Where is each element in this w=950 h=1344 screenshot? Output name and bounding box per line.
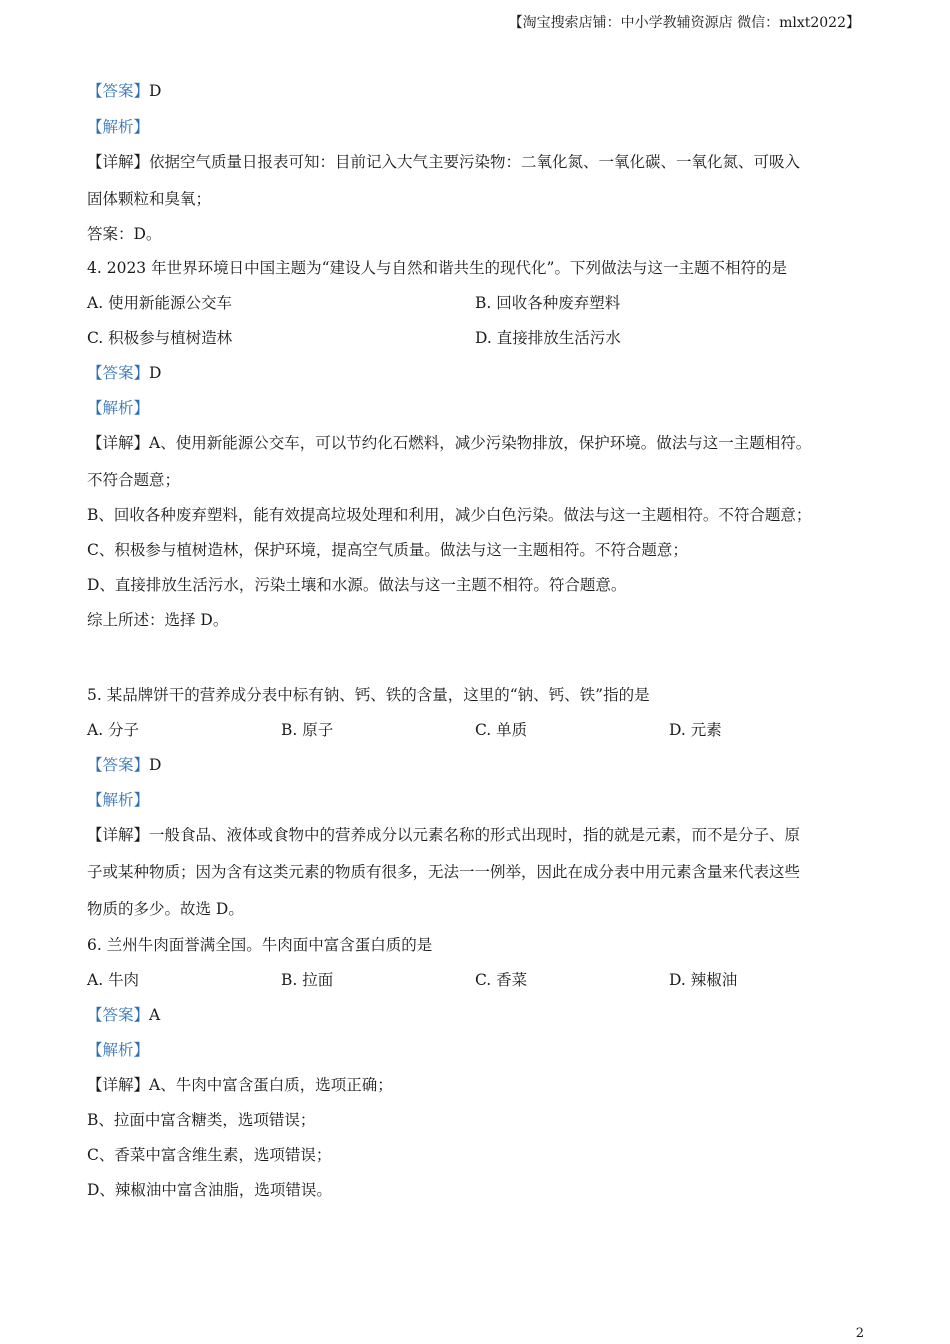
q4-detail-line-a2: 不符合题意； [87,471,181,489]
q3-detail-line-2: 固体颗粒和臭氧； [87,190,212,208]
detail-tag: 【详解】 [87,1076,150,1094]
q5-option-b: B. 原子 [281,721,334,739]
q5-option-a: A. 分子 [87,721,140,739]
q4-detail-line-a1 [87,433,811,453]
q4-option-a: A. 使用新能源公交车 [87,294,233,312]
q3-detail-text-1: 依据空气质量日报表可知：目前记入大气主要污染物：二氧化氮、一氧化碳、一氧化氮、可吸入 [149,153,801,171]
q6-detail-line-a [87,1075,393,1095]
detail-tag: 【详解】 [87,434,150,452]
q4-detail-text-a1: A、使用新能源公交车，可以节约化石燃料，减少污染物排放，保护环境。做法与这一主题相符。 [149,434,812,452]
q6-answer-line [87,1005,160,1025]
q4-summary: 综上所述：选择 D。 [87,611,229,629]
q4-detail-line-b: B、回收各种废弃塑料，能有效提高垃圾处理和利用，减少白色污染。做法与这一主题相符。不符合题意； [87,506,812,524]
q4-option-c: C. 积极参与植树造林 [87,329,233,347]
q6-option-b: B. 拉面 [281,971,334,989]
q4-detail-line-c: C、积极参与植树造林，保护环境，提高空气质量。做法与这一主题相符。不符合题意； [87,541,688,559]
q6-answer: A [149,1006,161,1024]
q5-option-d: D. 元素 [669,721,722,739]
answer-tag: 【答案】 [87,756,150,774]
q5-analysis-tag: 【解析】 [87,791,150,809]
q4-analysis-tag: 【解析】 [87,399,150,417]
detail-tag: 【详解】 [87,826,150,844]
q3-answer: D [149,82,162,100]
q4-option-b: B. 回收各种废弃塑料 [475,294,621,312]
q4-answer: D [149,364,162,382]
answer-tag: 【答案】 [87,1006,150,1024]
q4-detail-line-d: D、直接排放生活污水，污染土壤和水源。做法与这一主题不相符。符合题意。 [87,576,627,594]
q3-analysis-tag: 【解析】 [87,118,150,136]
q6-analysis-tag: 【解析】 [87,1041,150,1059]
page-number: 2 [855,1326,864,1341]
q5-detail-line-2: 子或某种物质；因为含有这类元素的物质有很多，无法一一例举，因此在成分表中用元素含量来代表这些 [87,863,801,881]
q5-detail-line-1 [87,825,800,845]
q6-detail-line-d: D、辣椒油中富含油脂，选项错误。 [87,1181,332,1199]
q5-stem: 5. 某品牌饼干的营养成分表中标有钠、钙、铁的含量，这里的“钠、钙、铁”指的是 [87,686,650,704]
q6-detail-line-c: C、香菜中富含维生素，选项错误； [87,1146,332,1164]
q4-option-d: D. 直接排放生活污水 [475,329,621,347]
q4-stem: 4. 2023 年世界环境日中国主题为“建设人与自然和谐共生的现代化”。下列做法与这一主题不相符的是 [87,259,787,277]
q3-conclusion: 答案：D。 [87,225,162,243]
q6-detail-text-a: A、牛肉中富含蛋白质，选项正确； [149,1076,393,1094]
q6-option-a: A. 牛肉 [87,971,140,989]
q3-detail-line-1 [87,152,800,172]
answer-tag: 【答案】 [87,364,150,382]
q4-answer-line [87,363,161,383]
q5-option-c: C. 单质 [475,721,528,739]
q6-detail-line-b: B、拉面中富含糖类，选项错误； [87,1111,316,1129]
q6-stem: 6. 兰州牛肉面誉满全国。牛肉面中富含蛋白质的是 [87,936,433,954]
answer-tag: 【答案】 [87,82,150,100]
q6-option-d: D. 辣椒油 [669,971,738,989]
q5-detail-text-1: 一般食品、液体或食物中的营养成分以元素名称的形式出现时，指的就是元素，而不是分子、原 [149,826,801,844]
q5-detail-line-3: 物质的多少。故选 D。 [87,900,244,918]
page-header: 【淘宝搜索店铺：中小学教辅资源店 微信：mlxt2022】 [508,15,860,31]
q6-option-c: C. 香菜 [475,971,528,989]
q5-answer: D [149,756,162,774]
q3-answer-line [87,81,161,101]
q5-answer-line [87,755,161,775]
detail-tag: 【详解】 [87,153,150,171]
